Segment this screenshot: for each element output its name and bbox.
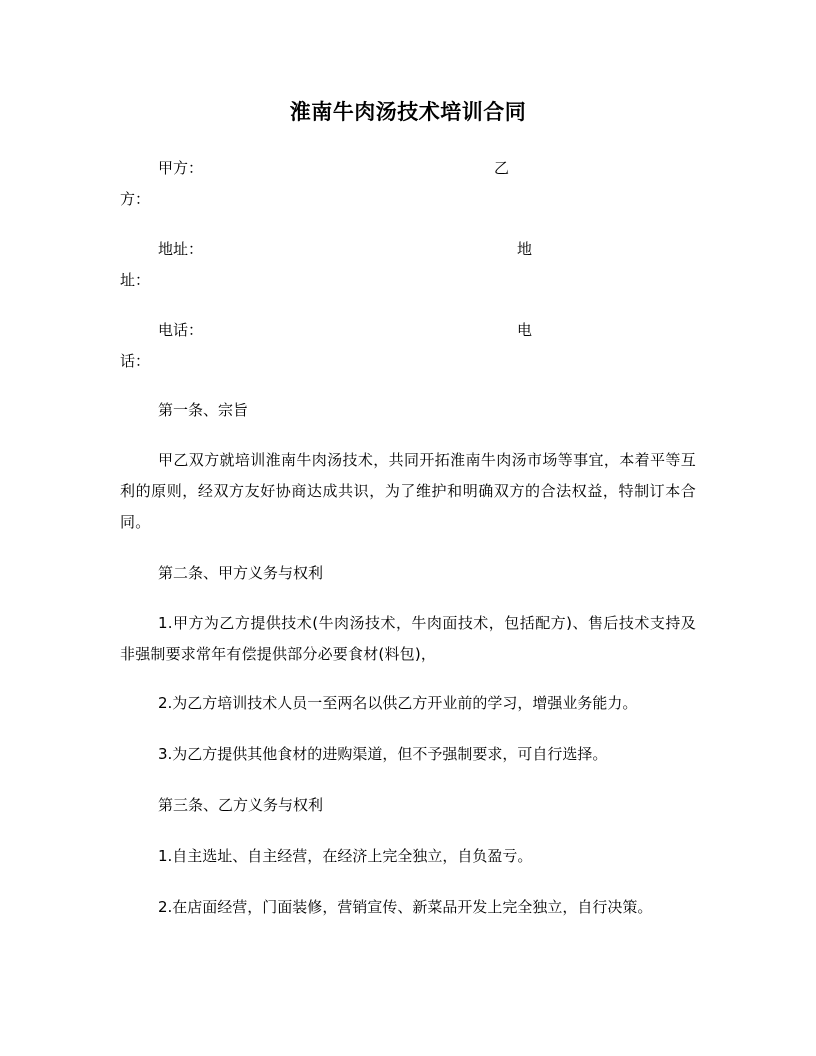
phone-a-label: 电话： [158, 321, 204, 339]
article-3-item-1: 1.自主选址、自主经营，在经济上完全独立，自负盈亏。 [158, 847, 533, 865]
article-1-heading: 第一条、宗旨 [158, 401, 249, 419]
article-2-item-2: 2.为乙方培训技术人员一至两名以供乙方开业前的学习，增强业务能力。 [158, 694, 638, 712]
address-b-label-start: 地 [517, 240, 533, 258]
party-b-label-start: 乙 [494, 159, 510, 177]
contract-title: 淮南牛肉汤技术培训合同 [289, 99, 527, 124]
article-3-item-2: 2.在店面经营，门面装修，营销宣传、新菜品开发上完全独立，自行决策。 [158, 898, 653, 916]
party-b-label-end: 方： [120, 190, 151, 208]
article-1-body: 甲乙双方就培训淮南牛肉汤技术，共同开拓淮南牛肉汤市场等事宜，本着平等互利的原则，经双方友好协商达成共识，为了维护和明确双方的合法权益，特制订本合同。 [120, 451, 696, 531]
article-2-item-3: 3.为乙方提供其他食材的进购渠道，但不予强制要求，可自行选择。 [158, 745, 608, 763]
phone-b-label-end: 话： [120, 352, 151, 370]
address-a-label: 地址： [158, 240, 204, 258]
phone-b-label-start: 电 [517, 321, 533, 339]
address-b-label-end: 址： [120, 271, 151, 289]
article-2-heading: 第二条、甲方义务与权利 [158, 564, 324, 582]
article-2-item-1: 1.甲方为乙方提供技术(牛肉汤技术，牛肉面技术，包括配方)、售后技术支持及非强制要求常年有偿提供部分必要食材(料包)， [120, 614, 696, 663]
party-a-label: 甲方： [158, 159, 204, 177]
article-3-heading: 第三条、乙方义务与权利 [158, 796, 324, 814]
